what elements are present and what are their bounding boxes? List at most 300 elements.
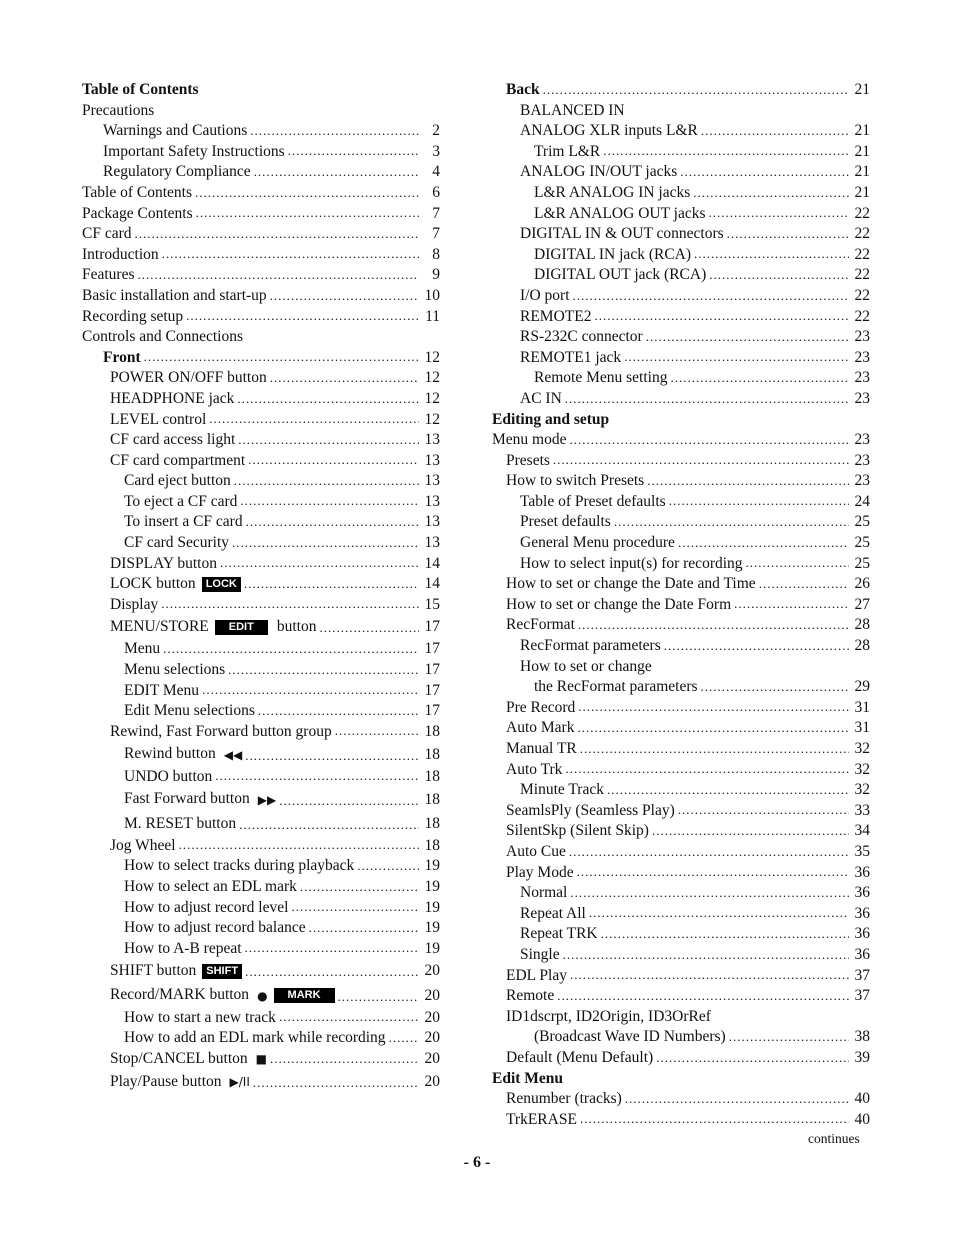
toc-entry-label	[520, 636, 661, 657]
toc-entry-text: How to set or change the Date and Time	[506, 575, 756, 593]
toc-entry	[492, 286, 870, 307]
toc-entry-label	[82, 327, 243, 348]
dot-leader	[693, 185, 849, 204]
dot-leader	[196, 205, 419, 224]
toc-page-number: 32	[854, 760, 870, 778]
dot-leader	[664, 638, 849, 657]
toc-entry-label	[110, 368, 267, 389]
toc-entry-text: Renumber (tracks)	[506, 1090, 622, 1108]
dot-leader	[589, 905, 849, 924]
toc-entry-text: Remote Menu setting	[534, 369, 668, 387]
toc-page-number: 13	[424, 451, 440, 469]
toc-entry	[492, 327, 870, 348]
toc-entry-text: Stop/CANCEL button	[110, 1050, 248, 1068]
dot-leader	[647, 473, 849, 492]
dot-leader	[162, 246, 419, 265]
toc-entry-text: L&R ANALOG IN jacks	[534, 183, 691, 201]
toc-page-number: 20	[424, 986, 440, 1004]
toc-entry-label	[520, 162, 677, 183]
toc-page-number: 40	[854, 1090, 870, 1108]
toc-entry-text: Jog Wheel	[110, 836, 176, 854]
toc-entry-text: Card eject button	[124, 472, 231, 490]
toc-entry-text: Rewind, Fast Forward button group	[110, 722, 332, 740]
toc-entry-text: General Menu procedure	[520, 534, 675, 552]
dot-leader	[759, 576, 849, 595]
toc-entry	[492, 512, 870, 533]
toc-entry	[82, 660, 440, 681]
toc-entry-text: (Broadcast Wave ID Numbers)	[534, 1028, 726, 1046]
toc-page-number: 35	[854, 842, 870, 860]
toc-entry	[492, 245, 870, 266]
toc-entry-label	[110, 615, 316, 639]
toc-entry-label	[534, 368, 667, 389]
toc-entry-label	[520, 945, 560, 966]
toc-page-number: 23	[854, 472, 870, 490]
dot-leader	[578, 617, 849, 636]
toc-entry	[492, 492, 870, 513]
toc-entry-label	[506, 718, 574, 739]
toc-entry-text: Pre Record	[506, 698, 576, 716]
dot-leader	[245, 964, 419, 983]
toc-entry	[492, 1089, 870, 1110]
toc-entry-label	[124, 533, 229, 554]
toc-page-number: 37	[854, 987, 870, 1005]
toc-entry-label	[103, 121, 247, 142]
toc-entry	[82, 898, 440, 919]
toc-entry-text: LOCK button	[110, 575, 196, 593]
toc-entry-text: REMOTE1 jack	[520, 348, 622, 366]
toc-entry-text: CF card	[82, 225, 132, 243]
dot-leader	[669, 493, 849, 512]
toc-entry-text: TrkERASE	[506, 1110, 577, 1128]
toc-page-number: 31	[854, 719, 870, 737]
toc-entry-label	[124, 787, 276, 811]
toc-page-number: 22	[854, 245, 870, 263]
dot-leader	[163, 641, 419, 660]
toc-entry-text: Auto Trk	[506, 760, 563, 778]
dot-leader	[612, 427, 849, 430]
toc-entry-label	[124, 701, 255, 722]
toc-entry-label	[103, 348, 141, 369]
record-icon: ●	[257, 988, 268, 1003]
dot-leader	[389, 1030, 419, 1049]
toc-entry-label	[534, 183, 690, 204]
dot-leader	[246, 345, 419, 348]
dot-leader	[244, 576, 419, 595]
dot-leader	[309, 920, 419, 939]
toc-entry	[82, 877, 440, 898]
toc-entry	[492, 554, 870, 575]
toc-page-number: 29	[854, 678, 870, 696]
dot-leader	[335, 723, 419, 742]
toc-entry	[82, 162, 440, 183]
dot-leader	[709, 267, 849, 286]
toc-page-number: 10	[424, 286, 440, 304]
dot-leader	[573, 288, 849, 307]
toc-entry-label	[110, 959, 242, 983]
toc-page-number: 34	[854, 822, 870, 840]
toc-entry-label	[103, 142, 285, 163]
toc-entry-text: Default (Menu Default)	[506, 1048, 654, 1066]
toc-entry	[82, 681, 440, 702]
toc-entry-label	[124, 898, 288, 919]
toc-entry-text: Presets	[506, 451, 550, 469]
toc-page-number: 26	[854, 575, 870, 593]
toc-entry	[82, 307, 440, 328]
toc-entry	[82, 918, 440, 939]
dot-leader	[291, 899, 419, 918]
toc-page-number: 28	[854, 637, 870, 655]
toc-page-number: 36	[854, 925, 870, 943]
dot-leader	[202, 98, 419, 101]
toc-entry-label	[506, 698, 575, 719]
toc-entry	[82, 430, 440, 451]
toc-entry-text: Editing and setup	[492, 410, 610, 428]
toc-page-number: 13	[424, 472, 440, 490]
toc-entry-text: HEADPHONE jack	[110, 389, 235, 407]
toc-entry-text: Package Contents	[82, 204, 193, 222]
toc-page-number: 32	[854, 740, 870, 757]
toc-entry-label	[506, 863, 574, 884]
toc-entry	[82, 245, 440, 266]
dot-leader	[656, 1050, 849, 1069]
toc-entry-label	[124, 877, 297, 898]
toc-entry-label	[82, 286, 267, 307]
toc-entry-text: Edit Menu	[492, 1069, 564, 1087]
toc-entry-label	[82, 245, 159, 266]
dot-leader	[680, 164, 849, 183]
toc-entry	[492, 162, 870, 183]
dot-leader	[569, 432, 849, 451]
toc-page-number: 31	[854, 698, 870, 716]
toc-entry-text: BALANCED IN	[520, 101, 625, 119]
toc-entry-text: RS-232C connector	[520, 328, 643, 346]
toc-page-number: 27	[854, 595, 870, 613]
toc-entry	[492, 410, 870, 431]
dot-leader	[678, 802, 849, 821]
toc-entry	[492, 101, 870, 122]
toc-entry-label	[506, 471, 644, 492]
toc-entry	[492, 574, 870, 595]
toc-entry-label	[506, 80, 540, 101]
toc-entry-text: Remote	[506, 987, 555, 1005]
toc-page-number: 36	[854, 884, 870, 902]
toc-entry-text: DIGITAL OUT jack (RCA)	[534, 266, 707, 284]
toc-entry-text: How to set or change the Date Form	[506, 595, 732, 613]
toc-page-number: 14	[424, 554, 440, 572]
toc-entry-label	[124, 856, 354, 877]
toc-entry	[82, 142, 440, 163]
toc-entry-label	[520, 780, 604, 801]
toc-entry	[492, 1048, 870, 1069]
dot-leader	[253, 1075, 419, 1094]
dot-leader	[678, 535, 849, 554]
toc-entry	[492, 698, 870, 719]
toc-entry	[82, 389, 440, 410]
toc-entry-label	[534, 265, 706, 286]
toc-page-number: 19	[424, 898, 440, 916]
toc-entry-text: Table of Preset defaults	[520, 492, 666, 510]
dot-leader	[232, 535, 419, 554]
toc-page-number: 28	[854, 616, 870, 634]
toc-entry-label	[506, 760, 562, 781]
toc-page-number: 18	[424, 836, 440, 854]
toc-entry	[492, 348, 870, 369]
toc-entry	[82, 722, 440, 743]
dot-leader	[228, 662, 419, 681]
toc-entry	[82, 492, 440, 513]
toc-entry-label	[534, 204, 706, 225]
toc-entry	[82, 983, 440, 1007]
toc-entry-text: DIGITAL IN & OUT connectors	[520, 225, 724, 243]
dot-leader	[709, 205, 850, 224]
toc-entry-label	[110, 554, 217, 575]
toc-entry	[492, 595, 870, 616]
toc-entry-text: Introduction	[82, 245, 159, 263]
dot-leader	[237, 391, 419, 410]
toc-page-number: 40	[854, 1110, 870, 1128]
toc-entry	[82, 615, 440, 639]
dot-leader	[569, 844, 849, 863]
dot-leader	[580, 741, 849, 760]
dot-leader	[319, 620, 419, 639]
toc-entry-text: POWER ON/OFF button	[110, 369, 267, 387]
dot-leader	[614, 514, 849, 533]
lock-key-badge: LOCK	[202, 577, 241, 592]
toc-entry-label	[124, 1028, 386, 1049]
toc-entry	[492, 204, 870, 225]
toc-entry	[492, 615, 870, 636]
dot-leader	[625, 1091, 849, 1110]
toc-entry	[82, 939, 440, 960]
toc-entry-label	[520, 883, 567, 904]
toc-entry	[82, 1070, 440, 1094]
toc-entry	[492, 904, 870, 925]
dot-leader	[186, 308, 419, 327]
toc-entry-label	[534, 245, 691, 266]
dot-leader	[215, 768, 419, 787]
toc-page-number: 17	[424, 681, 440, 699]
shift-key-badge: SHIFT	[202, 964, 242, 979]
dot-leader	[270, 370, 419, 389]
toc-entry	[492, 924, 870, 945]
toc-entry-label	[506, 842, 566, 863]
toc-entry-text: Fast Forward button	[124, 790, 250, 808]
dot-leader	[135, 226, 419, 245]
toc-page-number: 17	[424, 702, 440, 720]
dot-leader	[238, 432, 419, 451]
dot-leader	[577, 864, 849, 883]
dot-leader	[245, 940, 419, 959]
toc-page-number: 23	[854, 431, 870, 449]
toc-entry-label	[520, 904, 586, 925]
toc-entry-label	[506, 1007, 711, 1028]
toc-entry-label	[520, 121, 698, 142]
toc-entry-text: Auto Mark	[506, 719, 575, 737]
toc-entry-text: Features	[82, 266, 135, 284]
dot-leader	[250, 123, 419, 142]
toc-entry	[492, 1110, 870, 1131]
toc-page-number: 25	[854, 513, 870, 531]
toc-entry-text: How to adjust record level	[124, 898, 289, 916]
toc-page-number: 4	[432, 163, 440, 181]
dot-leader	[563, 947, 849, 966]
toc-entry-label	[110, 983, 335, 1007]
toc-entry-label	[506, 966, 567, 987]
toc-page-number: 12	[424, 348, 440, 366]
toc-entry-text: Precautions	[82, 101, 155, 119]
dot-leader	[553, 452, 849, 471]
toc-entry-label	[124, 660, 225, 681]
toc-page-number: 19	[424, 857, 440, 875]
toc-entry-text: DIGITAL IN jack (RCA)	[534, 245, 692, 263]
toc-page-number: 19	[424, 878, 440, 896]
dot-leader	[570, 967, 849, 986]
toc-entry-label	[492, 430, 566, 451]
dot-leader	[624, 349, 849, 368]
dot-leader	[234, 473, 419, 492]
dot-leader	[240, 493, 419, 512]
toc-entry-label	[124, 918, 306, 939]
dot-leader	[209, 411, 419, 430]
toc-entry-text: RecFormat parameters	[520, 637, 661, 655]
toc-page-number: 13	[424, 513, 440, 531]
dot-leader	[144, 349, 419, 368]
toc-entry-text: EDL Play	[506, 966, 567, 984]
toc-entry-text: How to set or change	[520, 657, 652, 675]
toc-entry	[82, 327, 440, 348]
toc-entry-text: CF card compartment	[110, 451, 246, 469]
toc-page-number: 18	[424, 722, 440, 740]
toc-entry-label	[506, 739, 577, 760]
toc-entry	[82, 451, 440, 472]
dot-leader	[239, 817, 419, 836]
toc-entry-label	[82, 204, 193, 225]
toc-entry-text: Record/MARK button	[110, 986, 250, 1004]
toc-entry-text: ID1dscrpt, ID2Origin, ID3OrRef	[506, 1007, 711, 1025]
toc-entry	[492, 801, 870, 822]
dot-leader	[565, 391, 849, 410]
toc-entry-text: Basic installation and start-up	[82, 286, 267, 304]
toc-page-number: 7	[432, 204, 440, 222]
toc-entry-text: Repeat All	[520, 904, 586, 922]
dot-leader	[714, 1024, 849, 1027]
toc-entry-text: Menu selections	[124, 661, 226, 679]
toc-page-number: 2	[432, 122, 440, 140]
toc-entry-text: Manual TR	[506, 740, 577, 757]
toc-entry-label	[520, 492, 666, 513]
dot-leader	[357, 858, 419, 877]
toc-page-number: 9	[432, 266, 440, 284]
toc-page-number: 18	[424, 814, 440, 832]
dot-leader	[727, 226, 849, 245]
toc-entry	[492, 1027, 870, 1048]
toc-entry	[82, 121, 440, 142]
dot-leader	[694, 246, 849, 265]
dot-leader	[195, 185, 419, 204]
toc-page-number: 20	[424, 1029, 440, 1047]
toc-entry-label	[534, 1027, 726, 1048]
toc-entry	[492, 389, 870, 410]
toc-entry-label	[506, 986, 554, 1007]
toc-entry	[492, 986, 870, 1007]
toc-entry-label	[82, 224, 132, 245]
toc-entry-text: To insert a CF card	[124, 513, 243, 531]
toc-entry-label	[124, 812, 236, 836]
toc-entry-text: UNDO button	[124, 767, 213, 785]
stop-icon: ■	[255, 1052, 267, 1067]
toc-entry	[492, 224, 870, 245]
toc-entry	[82, 348, 440, 369]
toc-page-number: 18	[424, 767, 440, 785]
toc-entry	[82, 595, 440, 616]
toc-entry-label	[520, 924, 598, 945]
toc-entry	[492, 307, 870, 328]
toc-entry-label	[520, 533, 675, 554]
toc-entry	[82, 836, 440, 857]
toc-entry-text: SeamlsPly (Seamless Play)	[506, 801, 675, 819]
toc-entry-text: REMOTE2	[520, 307, 592, 325]
toc-entry	[82, 410, 440, 431]
toc-entry-text: Table of Contents	[82, 81, 199, 98]
toc-page-number: 8	[432, 245, 440, 263]
toc-entry-label	[124, 471, 231, 492]
toc-page-number: 23	[854, 328, 870, 346]
toc-entry-text: Preset defaults	[520, 513, 611, 531]
toc-entry-text: Rewind button	[124, 745, 216, 763]
toc-entry-text: Edit Menu selections	[124, 702, 255, 720]
toc-page-number: 3	[432, 142, 440, 160]
toc-entry-label	[534, 677, 698, 698]
toc-entry	[82, 574, 440, 595]
toc-entry-text: How to switch Presets	[506, 472, 645, 490]
toc-entry-label	[506, 1089, 622, 1110]
dot-leader	[138, 267, 419, 286]
toc-entry-label	[506, 1048, 653, 1069]
toc-entry	[82, 1008, 440, 1029]
dot-leader	[270, 288, 419, 307]
toc-entry-label	[110, 430, 235, 451]
toc-entry	[82, 265, 440, 286]
toc-entry	[492, 657, 870, 678]
toc-entry-label	[103, 162, 251, 183]
toc-entry	[492, 121, 870, 142]
toc-entry-label	[520, 286, 570, 307]
toc-entry-text: Regulatory Compliance	[103, 163, 251, 181]
toc-page-number: 13	[424, 534, 440, 552]
toc-page-number: 22	[854, 286, 870, 304]
toc-entry-label	[520, 554, 743, 575]
toc-entry	[82, 1049, 440, 1070]
toc-entry-label	[492, 1069, 563, 1090]
toc-entry-text: Auto Cue	[506, 842, 566, 860]
toc-entry	[82, 856, 440, 877]
toc-entry-text: CF card access light	[110, 431, 236, 449]
dot-leader	[701, 679, 849, 698]
toc-page-number: 12	[424, 389, 440, 407]
dot-leader	[570, 885, 849, 904]
dot-leader	[543, 82, 849, 101]
toc-entry	[492, 430, 870, 451]
toc-entry-text: CF card Security	[124, 534, 230, 552]
page-number: - 6 -	[463, 1154, 491, 1171]
dot-leader	[578, 699, 849, 718]
toc-entry	[492, 533, 870, 554]
dot-leader	[594, 308, 849, 327]
toc-page-number: 21	[854, 81, 870, 98]
toc-entry-text: Single	[520, 945, 560, 963]
toc-entry-text: I/O port	[520, 286, 570, 304]
